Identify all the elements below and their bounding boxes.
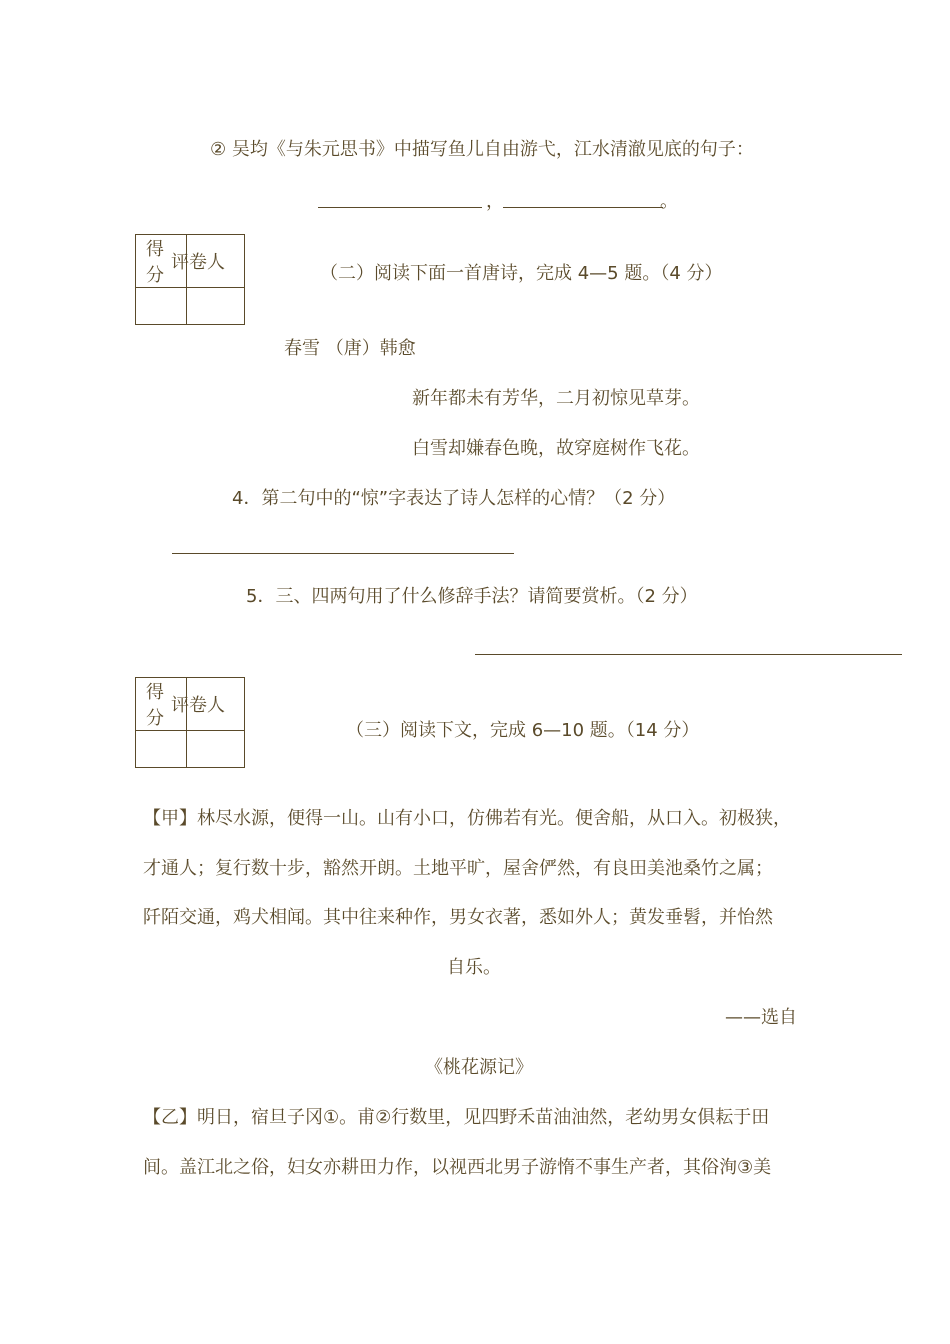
- passage-jia-line: 自乐。: [447, 957, 501, 978]
- grader-label: 评卷人: [187, 235, 245, 288]
- answer-line-q4[interactable]: [172, 553, 514, 554]
- answer-line-q5[interactable]: [475, 654, 902, 655]
- question-5: 5．三、四两句用了什么修辞手法？请简要赏析。（2 分）: [246, 586, 698, 607]
- passage-jia-line: 【甲】林尽水源，便得一山。山有小口，仿佛若有光。便舍船，从口入。初极狭，: [143, 808, 791, 829]
- passage-jia-line: 阡陌交通，鸡犬相闻。其中往来种作，男女衣著，悉如外人；黄发垂髫，并怡然: [143, 907, 773, 928]
- score-box-2: [135, 677, 245, 768]
- q3-sentence-prompt: ② 吴均《与朱元思书》中描写鱼儿自由游弋，江水清澈见底的句子：: [210, 139, 754, 160]
- grader-cell[interactable]: [187, 288, 245, 325]
- answer-blank-1[interactable]: [318, 207, 482, 208]
- section3-heading: （三）阅读下文，完成 6—10 题。（14 分）: [346, 720, 700, 741]
- poem-line-1: 新年都未有芳华，二月初惊见草芽。: [412, 388, 700, 409]
- answer-blank-2[interactable]: [503, 207, 663, 208]
- passage-yi-line: 间。盖江北之俗，妇女亦耕田力作，以视西北男子游惰不事生产者，其俗洵③美: [143, 1157, 772, 1178]
- score-cell[interactable]: [136, 288, 187, 325]
- grader-label: 评卷人: [187, 678, 245, 731]
- blank-separator: ，: [486, 191, 504, 212]
- score-label: 得 分: [136, 235, 187, 288]
- passage-jia-line: 才通人；复行数十步，豁然开朗。土地平旷，屋舍俨然，有良田美池桑竹之属；: [143, 858, 773, 879]
- question-4: 4．第二句中的“惊”字表达了诗人怎样的心情？（2 分）: [232, 488, 676, 509]
- section2-heading: （二）阅读下面一首唐诗，完成 4—5 题。（4 分）: [320, 263, 723, 284]
- poem-title: 春雪 （唐）韩愈: [284, 338, 416, 359]
- score-label: 得 分: [136, 678, 187, 731]
- blank-end-mark: 。: [660, 191, 678, 212]
- poem-line-2: 白雪却嫌春色晚，故穿庭树作飞花。: [412, 438, 700, 459]
- source-title: 《桃花源记》: [425, 1057, 533, 1078]
- grader-cell[interactable]: [187, 731, 245, 768]
- score-cell[interactable]: [136, 731, 187, 768]
- passage-yi-line: 【乙】明日，宿旦子冈①。甫②行数里，见四野禾苗油油然，老幼男女俱耘于田: [143, 1107, 770, 1128]
- source-dash: ——选自: [725, 1007, 797, 1028]
- score-box-1: [135, 234, 245, 325]
